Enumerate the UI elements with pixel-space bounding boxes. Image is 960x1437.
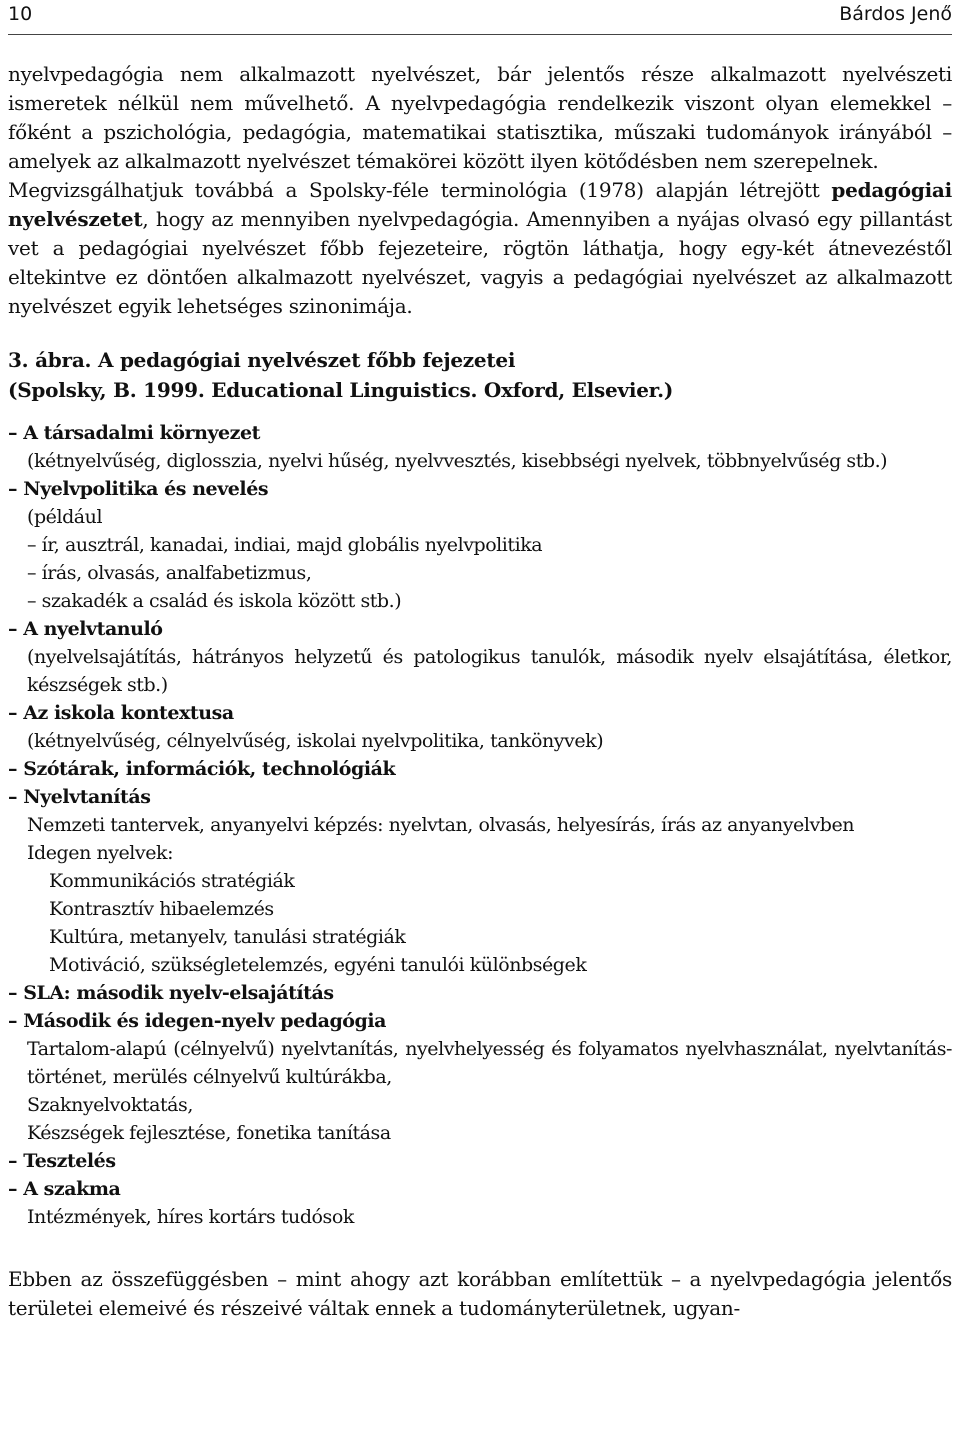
list-heading: – A nyelvtanuló bbox=[8, 618, 163, 640]
list-subitem: Kultúra, metanyelv, tanulási stratégiák bbox=[49, 926, 406, 948]
list-detail: Nemzeti tantervek, anyanyelvi képzés: nyelvtan, olvasás, helyesírás, írás az anyanyelvben bbox=[27, 814, 855, 836]
paragraph-intro: nyelvpedagógia nem alkalmazott nyelvészet, bár jelentős része alkalmazott nyelvészeti ismeretek nélkül nem művelhető. A nyelvpedagógia rendelkezik viszont olyan elemekkel – főként a pszichológia, pedagógia, matematikai statisztika, műszaki tudományok irányából – amelyek az alkalmazott nyelvészet témakörei között ilyen kötődésben nem szerepelnek. bbox=[8, 62, 952, 173]
list-heading: – SLA: második nyelv-elsajátítás bbox=[8, 982, 334, 1004]
figure-caption bbox=[8, 345, 952, 405]
paragraph-spolsky-rest: , hogy az mennyiben nyelvpedagógia. Amennyiben a nyájas olvasó egy pillantást vet a pedagógiai nyelvészet főbb fejezeteire, rögtön láthatja, hogy egy-két átnevezéstől eltekintve ez döntően alkalmazott nyelvészet, vagyis a pedagógiai nyelvészet az alkalmazott nyelvészet egyik lehetséges szinonimája. bbox=[8, 207, 952, 318]
paragraph-spolsky bbox=[8, 176, 952, 321]
list-subitem: Kommunikációs stratégiák bbox=[49, 870, 295, 892]
list-subitem: Kontrasztív hibaelemzés bbox=[49, 898, 274, 920]
page-number: 10 bbox=[8, 3, 33, 25]
paragraph-spolsky-start: Megvizsgálhatjuk továbbá a Spolsky-féle terminológia (1978) alapján létrejött bbox=[8, 178, 832, 202]
list-heading: – Tesztelés bbox=[8, 1150, 116, 1172]
figure-chapter-list bbox=[8, 419, 952, 1231]
list-heading: – Nyelvpolitika és nevelés bbox=[8, 478, 269, 500]
list-detail: (például bbox=[27, 506, 103, 528]
list-heading: – Második és idegen-nyelv pedagógia bbox=[8, 1010, 386, 1032]
term-pedagogical-linguistics: pedagógiai nyelvészetet bbox=[8, 178, 952, 231]
list-detail: Intézmények, híres kortárs tudósok bbox=[27, 1206, 354, 1228]
list-heading: – Az iskola kontextusa bbox=[8, 702, 234, 724]
running-header bbox=[8, 0, 952, 35]
list-subitem: – ír, ausztrál, kanadai, indiai, majd globális nyelvpolitika bbox=[27, 534, 543, 556]
page-body bbox=[8, 60, 952, 1343]
list-detail: (kétnyelvűség, célnyelvűség, iskolai nyelvpolitika, tankönyvek) bbox=[27, 730, 604, 752]
list-detail: Tartalom-alapú (célnyelvű) nyelvtanítás, nyelvhelyesség és folyamatos nyelvhasználat, nyelvtanítás-történet, merülés célnyelvű kultúrákba, bbox=[27, 1038, 952, 1088]
list-detail: Idegen nyelvek: bbox=[27, 842, 174, 864]
list-detail: Szaknyelvoktatás, bbox=[27, 1094, 193, 1116]
list-subitem: – írás, olvasás, analfabetizmus, bbox=[27, 562, 312, 584]
list-detail: (nyelvelsajátítás, hátrányos helyzetű és patologikus tanulók, második nyelv elsajátítása, életkor, készségek stb.) bbox=[27, 646, 952, 696]
figure-caption-title: 3. ábra. A pedagógiai nyelvészet főbb fejezetei bbox=[8, 348, 516, 372]
list-detail: (kétnyelvűség, diglosszia, nyelvi hűség, nyelvvesztés, kisebbségi nyelvek, többnyelvűség stb.) bbox=[27, 450, 888, 472]
list-heading: – A szakma bbox=[8, 1178, 121, 1200]
running-author: Bárdos Jenő bbox=[839, 3, 952, 25]
list-detail: Készségek fejlesztése, fonetika tanítása bbox=[27, 1122, 391, 1144]
list-subitem: Motiváció, szükségletelemzés, egyéni tanulói különbségek bbox=[49, 954, 587, 976]
list-subitem: – szakadék a család és iskola között stb.) bbox=[27, 590, 402, 612]
list-heading: – A társadalmi környezet bbox=[8, 422, 260, 444]
paragraph-closing: Ebben az összefüggésben – mint ahogy azt korábban említettük – a nyelvpedagógia jelentős területei elemeivé és részeivé váltak ennek a tudományterületnek, ugyan- bbox=[8, 1267, 952, 1320]
list-heading: – Szótárak, információk, technológiák bbox=[8, 758, 396, 780]
figure-caption-source: (Spolsky, B. 1999. Educational Linguistics. Oxford, Elsevier.) bbox=[8, 378, 674, 402]
list-heading: – Nyelvtanítás bbox=[8, 786, 151, 808]
